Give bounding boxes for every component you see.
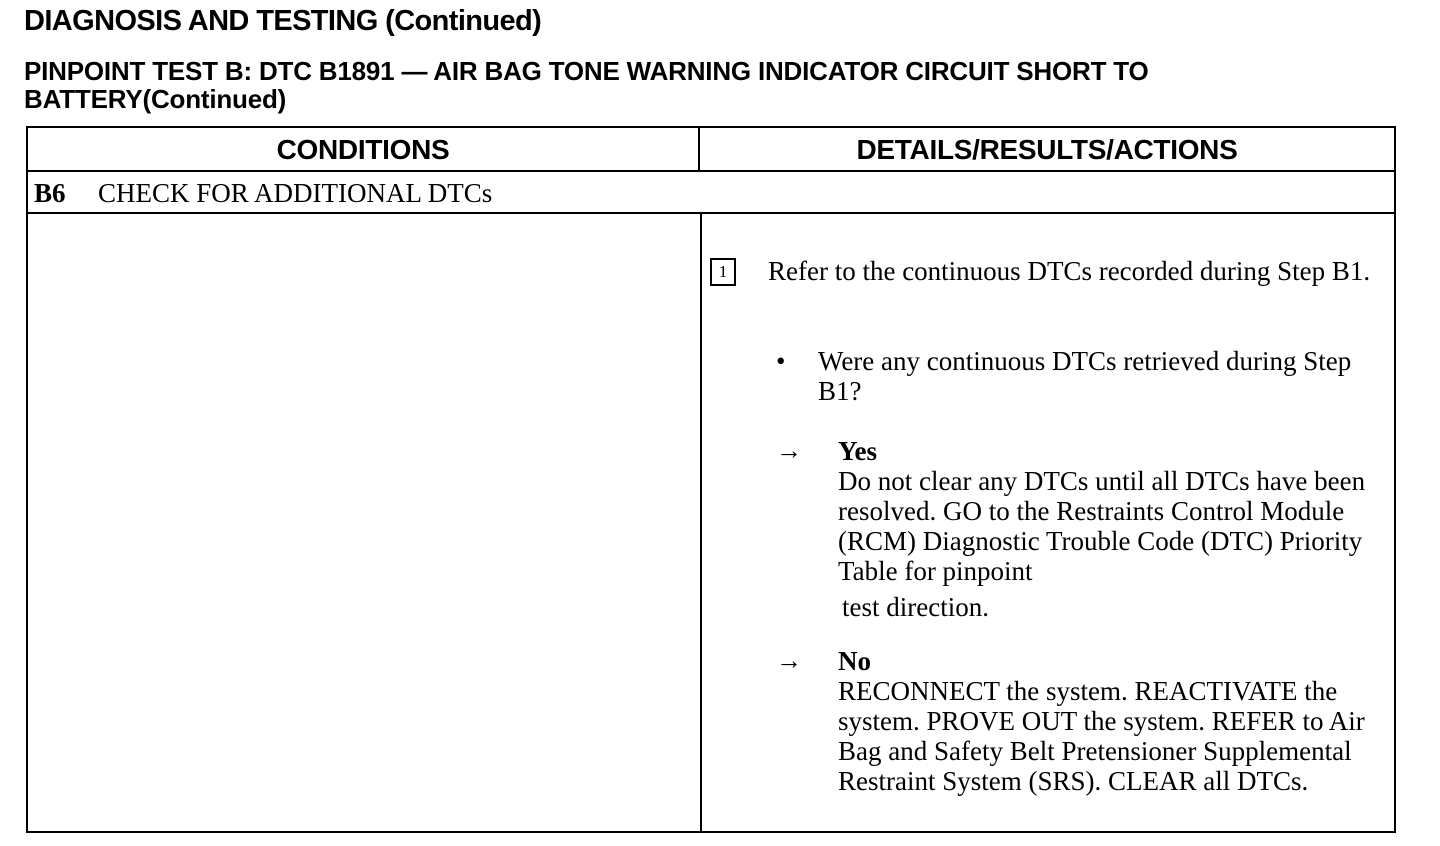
test-title-line-1: PINPOINT TEST B: DTC B1891 — AIR BAG TONE WARNING INDICATOR CIRCUIT SHORT TO (24, 56, 1149, 86)
test-title-line-2: BATTERY(Continued) (24, 84, 287, 114)
question-text: Were any continuous DTCs retrieved during Step B1? (818, 346, 1352, 406)
test-title (24, 56, 1414, 114)
result-yes-action-tail: test direction. (842, 592, 989, 622)
table-header-row (28, 128, 1394, 172)
result-no-label: No (838, 646, 871, 676)
arrow-right-icon: → (776, 646, 802, 675)
result-no-action: RECONNECT the system. REACTIVATE the system. PROVE OUT the system. REFER to Air Bag and Safety Belt Pretensioner Supplemental Restraint System (SRS). CLEAR all DTCs. (838, 676, 1365, 796)
details-column-header: DETAILS/RESULTS/ACTIONS (856, 134, 1238, 165)
substep-number-box: 1 (710, 258, 736, 286)
result-yes-action: Do not clear any DTCs until all DTCs have been resolved. GO to the Restraints Control Module (RCM) Diagnostic Trouble Code (DTC) Priority Table for pinpoint (838, 466, 1366, 586)
instruction-text: Refer to the continuous DTCs recorded during Step B1. (768, 256, 1371, 286)
result-yes-label: Yes (838, 436, 877, 466)
step-id: B6 (34, 178, 66, 208)
conditions-column-header: CONDITIONS (28, 128, 700, 170)
conditions-cell (28, 214, 702, 831)
step-title: CHECK FOR ADDITIONAL DTCs (98, 178, 493, 208)
page-header: DIAGNOSIS AND TESTING (Continued) (24, 5, 542, 37)
result-no (838, 646, 1386, 796)
step-row (28, 172, 1394, 214)
details-cell (702, 214, 1394, 831)
result-yes (838, 436, 1386, 622)
arrow-right-icon: → (776, 436, 802, 465)
bullet-icon: • (776, 346, 786, 376)
pinpoint-test-table (26, 126, 1396, 833)
